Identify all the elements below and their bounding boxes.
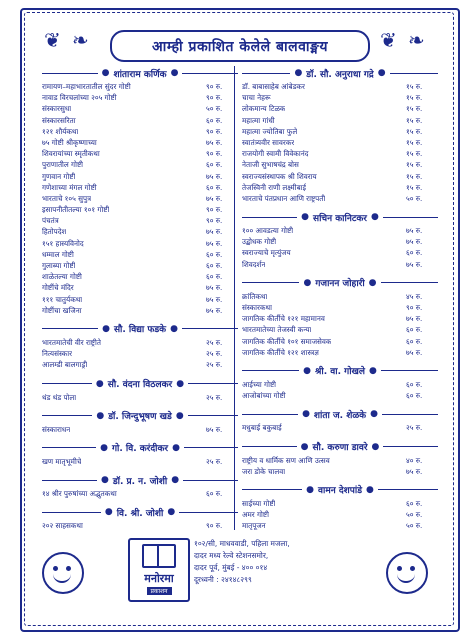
book-title: इसापनीतीतल्या १०१ गोष्टी — [42, 205, 110, 215]
right-column — [242, 66, 438, 537]
book-title: डॉ. बाबासाहेब आंबेडकर — [242, 82, 305, 91]
book-row — [42, 215, 238, 226]
book-row — [42, 159, 238, 170]
book-title: धम्माल गोष्टी — [42, 249, 74, 259]
book-price: ६० रु. — [406, 498, 423, 508]
book-title: आजोबांच्या गोष्टी — [242, 391, 286, 401]
smiley-face-icon — [42, 552, 84, 594]
book-price: ७५ रु. — [406, 314, 423, 324]
book-title: राजयोगी स्वामी विवेकानंद — [242, 149, 309, 159]
book-price: ९० रु. — [206, 93, 223, 103]
book-row — [42, 226, 238, 237]
book-row — [42, 182, 238, 193]
book-title: भारताचे पंतप्रधान आणि राष्ट्रपती — [242, 193, 326, 203]
book-price: १५ रु. — [406, 171, 423, 181]
book-price: ६० रु. — [206, 489, 223, 499]
book-row — [242, 225, 438, 236]
book-row — [242, 422, 438, 433]
book-price: १५ रु. — [406, 160, 423, 170]
book-title: १५१ हास्यविनोद — [42, 238, 84, 248]
book-price: ६० रु. — [406, 248, 423, 258]
book-row — [42, 204, 238, 215]
author-name: गजानन जोहारी — [315, 279, 365, 290]
page-title-text: आम्ही प्रकाशित केलेले बालवाङ्मय — [152, 38, 328, 55]
book-price: ६० रु. — [406, 325, 423, 335]
author-name: सौ. विद्या फडके — [113, 325, 167, 336]
book-price: ६० रु. — [406, 391, 423, 401]
book-row — [42, 488, 238, 499]
book-price: ६० रु. — [206, 261, 223, 270]
book-price: ५० रु. — [406, 193, 423, 203]
book-row — [242, 103, 438, 114]
book-price: ६० रु. — [406, 379, 423, 389]
book-price: ७५ रु. — [406, 226, 423, 236]
book-row — [242, 148, 438, 159]
book-price: २५ रु. — [206, 349, 223, 359]
author-name: डॉ. सौ. अनुराधा गद्रे — [306, 69, 374, 80]
book-title: थंड थंड पोला — [42, 392, 77, 402]
author-heading: ● श्री. वा. गोखले ● — [242, 365, 438, 377]
book-row — [42, 348, 238, 359]
book-price: ७५ रु. — [206, 283, 223, 293]
book-price: ७५ रु. — [206, 294, 223, 304]
book-price: २५ रु. — [206, 456, 223, 466]
book-row — [42, 103, 238, 114]
book-title: भारतमातेच्या तेजस्वी कन्या — [242, 325, 312, 335]
book-row — [42, 92, 238, 103]
author-heading: ● गो. वि. करंदीकर ● — [42, 442, 238, 454]
book-row — [42, 359, 238, 370]
book-title: आलम्डी बालगाड्री — [42, 360, 88, 370]
book-row — [242, 313, 438, 324]
book-row — [42, 305, 238, 316]
book-price: ९० रु. — [206, 205, 223, 215]
book-price: ७५ रु. — [206, 137, 223, 147]
book-title: १०० आवडत्या गोष्टी — [242, 226, 294, 236]
book-title: साईच्या गोष्टी — [242, 498, 276, 508]
book-title: स्वराज्याचे मृत्युंजय — [242, 248, 291, 258]
book-title: पुराणातील गोष्टी — [42, 160, 84, 170]
book-row — [242, 390, 438, 401]
book-row — [42, 337, 238, 348]
book-row — [242, 455, 438, 466]
book-price: ७५ रु. — [406, 347, 423, 357]
book-title: संस्कारकथा — [242, 303, 272, 312]
book-row — [242, 498, 438, 509]
book-row — [242, 291, 438, 302]
book-title: उद्बोधक गोष्टी — [242, 237, 277, 247]
book-price: ७५ रु. — [206, 305, 223, 315]
book-title: शिवरायांच्या स्मृतीकथा — [42, 149, 100, 159]
book-price: ९० रु. — [406, 303, 423, 312]
book-title: पंचतंत्र — [42, 216, 59, 226]
flower-ornament-icon: ❦ — [44, 28, 61, 52]
book-price: १५ रु. — [406, 182, 423, 192]
book-row — [242, 171, 438, 182]
book-row — [242, 379, 438, 390]
book-row — [42, 148, 238, 159]
book-row — [242, 115, 438, 126]
book-row — [42, 392, 238, 403]
book-row — [42, 424, 238, 435]
book-price: ५० रु. — [406, 510, 423, 520]
page-title — [110, 30, 370, 62]
author-heading: ● डॉ. जिन्दुभूषण खडे ● — [42, 410, 238, 422]
book-price: ७५ रु. — [206, 238, 223, 248]
book-title: रामायण–महाभारतातील सुंदर गोष्टी — [42, 82, 131, 91]
book-icon — [142, 544, 176, 568]
author-heading: ● शांता ज. शेळके ● — [242, 408, 438, 420]
flower-ornament-icon: ❧ — [408, 28, 425, 52]
book-title: गोष्टींचा खजिना — [42, 305, 82, 315]
phone-line: दूरध्वनी : २४१४८२९९ — [194, 575, 252, 584]
book-price: ६० रु. — [206, 272, 223, 282]
book-price: ९० रु. — [206, 149, 223, 159]
book-price: २५ रु. — [206, 360, 223, 370]
book-row — [42, 456, 238, 467]
book-price: ७५ रु. — [406, 466, 423, 476]
publisher-address — [194, 538, 290, 586]
book-title: स्वराज्यसंस्थापक श्री शिवराय — [242, 171, 317, 181]
flower-ornament-icon: ❧ — [72, 28, 89, 52]
book-title: खण मातृभूमीचे — [42, 456, 82, 466]
book-row — [242, 520, 438, 531]
address-line: दादर पूर्व, मुंबई - ४०० ०१४ — [194, 563, 268, 572]
book-row — [242, 193, 438, 204]
book-price: ४५ रु. — [406, 291, 423, 301]
book-title: तेजस्विनी राणी लक्ष्मीबाई — [242, 182, 307, 192]
book-price: ७५ रु. — [406, 259, 423, 269]
book-row — [42, 126, 238, 137]
publisher-brand: मनोरमा — [144, 572, 174, 585]
book-row — [242, 466, 438, 477]
author-heading: ● सौ. वंदना विठलकर ● — [42, 378, 238, 390]
book-title: मातृपूजन — [242, 521, 266, 531]
book-price: ७५ रु. — [206, 193, 223, 203]
book-row — [42, 81, 238, 92]
book-price: २५ रु. — [206, 337, 223, 347]
book-title: १११ चातुर्यकथा — [42, 294, 83, 304]
author-name: डॉ. जिन्दुभूषण खडे — [108, 412, 172, 423]
book-row — [42, 115, 238, 126]
publisher-logo — [128, 538, 190, 602]
book-title: ७५ गोष्टी श्रीकृष्णाच्या — [42, 137, 97, 147]
book-title: जरा डोके चालवा — [242, 466, 286, 476]
book-title: भारताचे १०५ सुपुत्र — [42, 193, 92, 203]
author-heading: ● सचिन कानिटकर ● — [242, 211, 438, 223]
book-price: १५ रु. — [406, 137, 423, 147]
book-price: ५० रु. — [406, 521, 423, 531]
book-row — [42, 193, 238, 204]
book-row — [42, 171, 238, 182]
author-name: डॉ. प्र. न. जोशी — [112, 476, 168, 487]
author-heading: ● सौ. करुणा डावरे ● — [242, 441, 438, 453]
book-price: १५ रु. — [406, 82, 423, 91]
book-row — [242, 137, 438, 148]
publisher-subtitle: प्रकाशन — [147, 587, 172, 595]
book-title: हितोपदेश — [42, 227, 67, 237]
book-price: ७५ रु. — [206, 424, 223, 434]
book-title: १२१ शौर्यकथा — [42, 126, 79, 136]
author-heading: ● सौ. विद्या फडके ● — [42, 323, 238, 335]
address-line: दादर मध्य रेल्वे स्टेशनसमोर, — [194, 551, 269, 560]
book-title: जागतिक कीर्तीचे १२१ शास्त्रज्ञ — [242, 347, 319, 357]
book-title: १४ श्रीर पुरुषांच्या अद्भुतकथा — [42, 489, 117, 499]
book-row — [242, 159, 438, 170]
author-name: श्री. वा. गोखले — [315, 367, 366, 378]
author-heading: ● गजानन जोहारी ● — [242, 277, 438, 289]
author-name: सचिन कानिटकर — [313, 213, 367, 224]
publisher-footer — [42, 534, 434, 618]
book-row — [42, 294, 238, 305]
book-price: ५० रु. — [206, 104, 223, 114]
book-title: जागतिक कीर्तीचे १२१ महामानव — [242, 314, 325, 324]
author-heading: ● डॉ. सौ. अनुराधा गद्रे ● — [242, 67, 438, 79]
book-row — [42, 260, 238, 271]
book-price: ७५ रु. — [406, 237, 423, 247]
book-title: अमर गोष्टी — [242, 510, 269, 520]
book-row — [42, 282, 238, 293]
book-row — [42, 249, 238, 260]
book-price: १५ रु. — [406, 126, 423, 136]
book-price: ७५ रु. — [206, 171, 223, 181]
author-name: गो. वि. करंदीकर — [111, 444, 169, 455]
book-title: संस्कारसरिता — [42, 115, 76, 125]
book-row — [242, 302, 438, 313]
book-title: आईच्या गोष्टी — [242, 379, 277, 389]
book-price: ६० रु. — [206, 249, 223, 259]
author-name: वि. श्री. जोशी — [116, 508, 164, 519]
author-name: शांता ज. शेळके — [313, 410, 367, 421]
book-price: ७५ रु. — [206, 227, 223, 237]
book-price: ६० रु. — [206, 160, 223, 170]
book-title: चाचा नेहरू — [242, 93, 271, 103]
book-title: महात्मा गांधी — [242, 115, 275, 125]
book-row — [42, 137, 238, 148]
book-price: ९० रु. — [206, 82, 223, 91]
book-title: गोष्टींचे मंदिर — [42, 283, 74, 293]
book-title: २०२ साहसकथा — [42, 521, 83, 531]
book-price: २५ रु. — [406, 423, 423, 433]
book-title: संस्काराधन — [42, 424, 71, 434]
book-row — [42, 238, 238, 249]
author-heading: ● शांताराम कर्णिक ● — [42, 67, 238, 79]
smiley-face-icon — [386, 552, 428, 594]
book-price: १५ रु. — [406, 93, 423, 103]
book-row — [242, 247, 438, 258]
author-name: सौ. करुणा डावरे — [312, 443, 368, 453]
book-row — [242, 259, 438, 270]
author-heading: ● डॉ. प्र. न. जोशी ● — [42, 474, 238, 486]
left-column — [42, 66, 238, 537]
book-price: ६० रु. — [206, 182, 223, 192]
book-row — [242, 347, 438, 358]
book-row — [242, 509, 438, 520]
author-name: सौ. वंदना विठलकर — [107, 380, 173, 390]
book-title: स्वातंत्र्यवीर सावरकर — [242, 137, 295, 147]
book-title: शिवदर्शन — [242, 259, 266, 269]
book-title: राष्ट्रीय व धार्मिक सण आणि उत्सव — [242, 455, 330, 465]
book-price: ९० रु. — [206, 216, 223, 226]
book-title: गुलाब्या गोष्टी — [42, 261, 76, 270]
book-title: भारतमातेची वीर राष्ट्रीते — [42, 337, 101, 347]
book-row — [42, 520, 238, 531]
flower-ornament-icon: ❦ — [380, 28, 397, 52]
address-line: १०२/सी, माधववाडी, पहिला मजला, — [194, 539, 290, 548]
book-row — [42, 271, 238, 282]
book-price: १५ रु. — [406, 104, 423, 114]
book-row — [242, 81, 438, 92]
book-title: क्रांतिकथा — [242, 291, 268, 301]
book-row — [242, 92, 438, 103]
book-title: महात्मा ज्योतिबा फुले — [242, 126, 298, 136]
book-row — [242, 182, 438, 193]
book-row — [242, 126, 438, 137]
book-price: १५ रु. — [406, 115, 423, 125]
book-price: ४० रु. — [406, 455, 423, 465]
book-title: संस्कारसुधा — [42, 104, 72, 114]
book-price: ९० रु. — [206, 521, 223, 531]
author-heading: ● वामन देशपांडे ● — [242, 484, 438, 496]
book-price: १५ रु. — [406, 149, 423, 159]
author-name: शांताराम कर्णिक — [113, 69, 167, 80]
book-price: ६० रु. — [206, 115, 223, 125]
book-price: ६० रु. — [406, 336, 423, 346]
book-title: मधुबाई बकुबाई — [242, 423, 282, 433]
author-name: वामन देशपांडे — [318, 486, 363, 497]
book-title: नावाड विरचलांच्या २०५ गोष्टी — [42, 93, 117, 103]
book-row — [242, 324, 438, 335]
book-title: गुणवान गोष्टी — [42, 171, 76, 181]
book-title: गणेशाच्या मंगल गोष्टी — [42, 182, 97, 192]
book-title: नेताजी सुभाषचंद्र बोस — [242, 160, 299, 170]
book-title: लोकमान्य टिळक — [242, 104, 286, 114]
book-row — [242, 236, 438, 247]
book-price: २५ रु. — [206, 392, 223, 402]
book-price: ९० रु. — [206, 126, 223, 136]
author-heading: ● वि. श्री. जोशी ● — [42, 506, 238, 518]
book-title: नित्यसंस्कार — [42, 349, 73, 359]
book-row — [242, 336, 438, 347]
book-title: शाळेतल्या गोष्टी — [42, 272, 82, 282]
book-title: जागतिक कीर्तीचे १०१ समाजसेवक — [242, 336, 332, 346]
